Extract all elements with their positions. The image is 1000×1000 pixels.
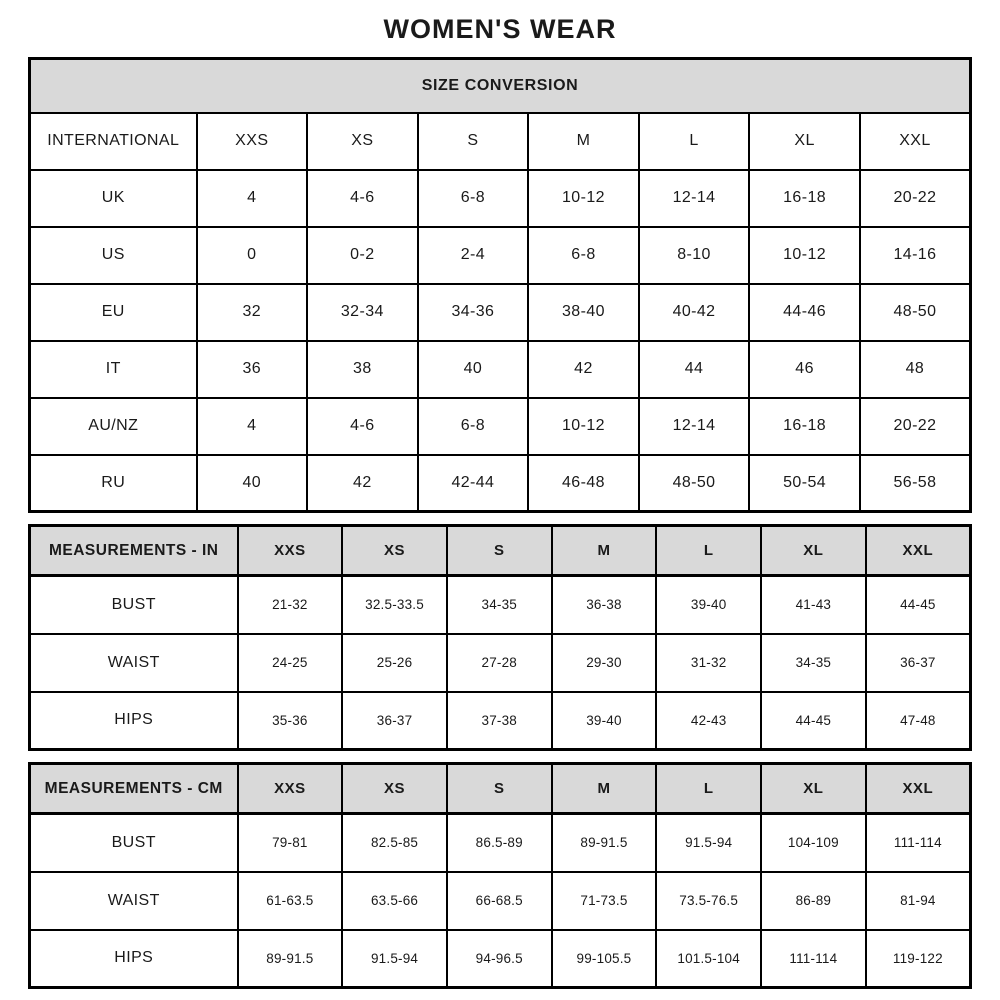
value-cell: 42 xyxy=(528,341,639,398)
value-cell: 42 xyxy=(307,455,418,512)
header-size-cell: S xyxy=(447,764,552,814)
row-label-cell: BUST xyxy=(30,576,238,634)
value-cell: 4 xyxy=(197,170,308,227)
value-cell: XXL xyxy=(860,113,971,170)
header-size-cell: L xyxy=(656,526,761,576)
table-banner: SIZE CONVERSION xyxy=(30,59,971,113)
header-size-cell: XS xyxy=(342,526,447,576)
value-cell: 79-81 xyxy=(238,814,343,872)
value-cell: 101.5-104 xyxy=(656,930,761,988)
value-cell: 4 xyxy=(197,398,308,455)
table-row xyxy=(30,398,971,455)
header-size-cell: S xyxy=(447,526,552,576)
value-cell: 44-45 xyxy=(761,692,866,750)
header-size-cell: XL xyxy=(761,526,866,576)
value-cell: 6-8 xyxy=(418,398,529,455)
value-cell: 14-16 xyxy=(860,227,971,284)
value-cell: 66-68.5 xyxy=(447,872,552,930)
measurements-in-table xyxy=(28,524,972,751)
value-cell: 91.5-94 xyxy=(656,814,761,872)
value-cell: 44-46 xyxy=(749,284,860,341)
table-row xyxy=(30,284,971,341)
page-title: WOMEN'S WEAR xyxy=(383,14,617,44)
header-size-cell: XS xyxy=(342,764,447,814)
value-cell: 35-36 xyxy=(238,692,343,750)
value-cell: 71-73.5 xyxy=(552,872,657,930)
value-cell: M xyxy=(528,113,639,170)
header-label-cell: MEASUREMENTS - CM xyxy=(30,764,238,814)
row-label-cell: US xyxy=(30,227,197,284)
value-cell: 61-63.5 xyxy=(238,872,343,930)
value-cell: 36-38 xyxy=(552,576,657,634)
header-size-cell: XXL xyxy=(866,764,971,814)
row-label-cell: IT xyxy=(30,341,197,398)
value-cell: 36-37 xyxy=(866,634,971,692)
header-size-cell: XXS xyxy=(238,764,343,814)
value-cell: 111-114 xyxy=(761,930,866,988)
value-cell: 16-18 xyxy=(749,170,860,227)
value-cell: 48 xyxy=(860,341,971,398)
table-row xyxy=(30,455,971,512)
value-cell: 86.5-89 xyxy=(447,814,552,872)
table-row xyxy=(30,113,971,170)
header-size-cell: M xyxy=(552,764,657,814)
value-cell: 10-12 xyxy=(528,170,639,227)
value-cell: 38 xyxy=(307,341,418,398)
value-cell: 42-43 xyxy=(656,692,761,750)
value-cell: 38-40 xyxy=(528,284,639,341)
value-cell: 40 xyxy=(197,455,308,512)
value-cell: 24-25 xyxy=(238,634,343,692)
table-row xyxy=(30,227,971,284)
row-label-cell: UK xyxy=(30,170,197,227)
value-cell: 119-122 xyxy=(866,930,971,988)
row-label-cell: AU/NZ xyxy=(30,398,197,455)
value-cell: 48-50 xyxy=(860,284,971,341)
value-cell: 39-40 xyxy=(552,692,657,750)
value-cell: 37-38 xyxy=(447,692,552,750)
value-cell: 82.5-85 xyxy=(342,814,447,872)
value-cell: 63.5-66 xyxy=(342,872,447,930)
header-size-cell: XL xyxy=(761,764,866,814)
value-cell: 32-34 xyxy=(307,284,418,341)
value-cell: 34-36 xyxy=(418,284,529,341)
value-cell: 86-89 xyxy=(761,872,866,930)
value-cell: 25-26 xyxy=(342,634,447,692)
row-label-cell: INTERNATIONAL xyxy=(30,113,197,170)
value-cell: 73.5-76.5 xyxy=(656,872,761,930)
value-cell: 94-96.5 xyxy=(447,930,552,988)
row-label-cell: WAIST xyxy=(30,872,238,930)
value-cell: 39-40 xyxy=(656,576,761,634)
value-cell: 32 xyxy=(197,284,308,341)
value-cell: 8-10 xyxy=(639,227,750,284)
table-row xyxy=(30,634,971,692)
value-cell: 44 xyxy=(639,341,750,398)
row-label-cell: BUST xyxy=(30,814,238,872)
row-label-cell: WAIST xyxy=(30,634,238,692)
value-cell: 4-6 xyxy=(307,398,418,455)
row-label-cell: HIPS xyxy=(30,930,238,988)
value-cell: 42-44 xyxy=(418,455,529,512)
table-row xyxy=(30,341,971,398)
value-cell: 4-6 xyxy=(307,170,418,227)
value-cell: S xyxy=(418,113,529,170)
value-cell: 10-12 xyxy=(749,227,860,284)
value-cell: 89-91.5 xyxy=(238,930,343,988)
value-cell: XL xyxy=(749,113,860,170)
value-cell: 111-114 xyxy=(866,814,971,872)
table-row xyxy=(30,170,971,227)
value-cell: 12-14 xyxy=(639,398,750,455)
value-cell: 6-8 xyxy=(418,170,529,227)
value-cell: 46 xyxy=(749,341,860,398)
value-cell: 6-8 xyxy=(528,227,639,284)
value-cell: 44-45 xyxy=(866,576,971,634)
value-cell: 20-22 xyxy=(860,170,971,227)
value-cell: 104-109 xyxy=(761,814,866,872)
table-row xyxy=(30,814,971,872)
value-cell: 56-58 xyxy=(860,455,971,512)
row-label-cell: EU xyxy=(30,284,197,341)
table-row xyxy=(30,692,971,750)
value-cell: 21-32 xyxy=(238,576,343,634)
value-cell: 89-91.5 xyxy=(552,814,657,872)
header-size-cell: L xyxy=(656,764,761,814)
value-cell: 99-105.5 xyxy=(552,930,657,988)
value-cell: 40-42 xyxy=(639,284,750,341)
value-cell: 0 xyxy=(197,227,308,284)
value-cell: 36 xyxy=(197,341,308,398)
value-cell: L xyxy=(639,113,750,170)
table-row xyxy=(30,576,971,634)
value-cell: 27-28 xyxy=(447,634,552,692)
value-cell: 81-94 xyxy=(866,872,971,930)
value-cell: 36-37 xyxy=(342,692,447,750)
value-cell: 40 xyxy=(418,341,529,398)
value-cell: 2-4 xyxy=(418,227,529,284)
banner-row xyxy=(30,59,971,113)
header-row xyxy=(30,764,971,814)
value-cell: 47-48 xyxy=(866,692,971,750)
header-row xyxy=(30,526,971,576)
value-cell: 91.5-94 xyxy=(342,930,447,988)
measurements-cm-table xyxy=(28,762,972,989)
value-cell: XXS xyxy=(197,113,308,170)
header-label-cell: MEASUREMENTS - IN xyxy=(30,526,238,576)
value-cell: 29-30 xyxy=(552,634,657,692)
header-size-cell: XXL xyxy=(866,526,971,576)
value-cell: 34-35 xyxy=(447,576,552,634)
value-cell: 46-48 xyxy=(528,455,639,512)
table-row xyxy=(30,872,971,930)
header-size-cell: M xyxy=(552,526,657,576)
table-row xyxy=(30,930,971,988)
value-cell: 10-12 xyxy=(528,398,639,455)
value-cell: 20-22 xyxy=(860,398,971,455)
value-cell: XS xyxy=(307,113,418,170)
value-cell: 31-32 xyxy=(656,634,761,692)
row-label-cell: HIPS xyxy=(30,692,238,750)
value-cell: 41-43 xyxy=(761,576,866,634)
value-cell: 34-35 xyxy=(761,634,866,692)
header-size-cell: XXS xyxy=(238,526,343,576)
value-cell: 50-54 xyxy=(749,455,860,512)
size-conversion-table xyxy=(28,57,972,513)
value-cell: 48-50 xyxy=(639,455,750,512)
row-label-cell: RU xyxy=(30,455,197,512)
size-chart-page xyxy=(28,0,972,989)
value-cell: 0-2 xyxy=(307,227,418,284)
value-cell: 12-14 xyxy=(639,170,750,227)
value-cell: 16-18 xyxy=(749,398,860,455)
value-cell: 32.5-33.5 xyxy=(342,576,447,634)
